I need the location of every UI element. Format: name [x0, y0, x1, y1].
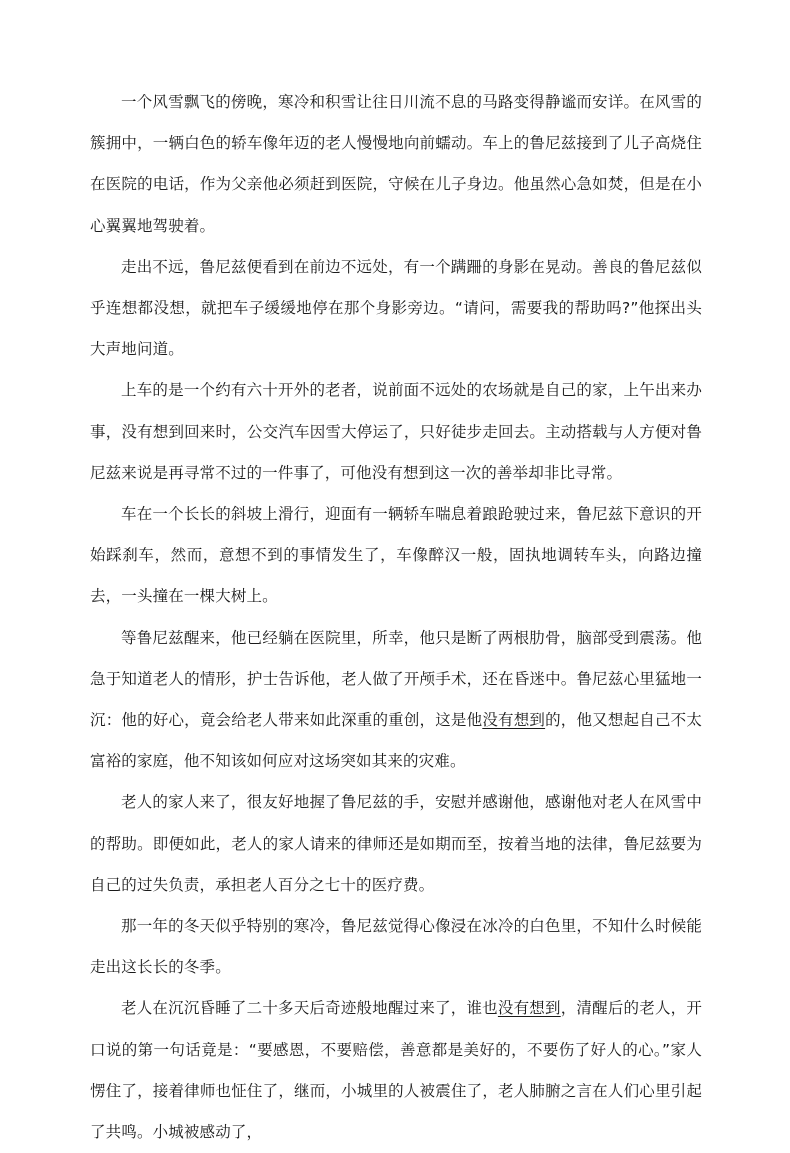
text-segment: 上车的是一个约有六十开外的老者，说前面不远处的农场就是自己的家，上午出来办事，没有想到回来时，公交汽车因雪大停运了，只好徒步走回去。主动搭载与人方便对鲁尼兹来说是再寻常不过的一件事了，可他没有想到这一次的善举却非比寻常。	[90, 381, 702, 482]
text-segment: 等鲁尼兹醒来，他已经躺在医院里，所幸，他只是断了两根肋骨，脑部受到震荡。他急于知道老人的情形，护士告诉他，老人做了开颅手术，还在昏迷中。鲁尼兹心里猛地一沉：他的好心，竟会给老人带来如此深重的重创，这是他	[90, 628, 702, 730]
text-segment: 老人的家人来了，很友好地握了鲁尼兹的手，安慰并感谢他，感谢他对老人在风雪中的帮助。即便如此，老人的家人请来的律师还是如期而至，按着当地的法律，鲁尼兹要为自己的过失负责，承担老人百分之七十的医疗费。	[90, 793, 702, 894]
underlined-phrase: 没有想到	[482, 711, 546, 730]
paragraph-8	[90, 988, 702, 1153]
text-segment: 的，他又想起自己不太富裕的家庭，他不知该如何应对这场突如其来的灾难。	[90, 711, 702, 771]
text-segment: 老人在沉沉昏睡了二十多天后奇迹般地醒过来了，谁也	[121, 999, 498, 1018]
text-segment: ，清醒后的老人，开口说的第一句话竟是：“要感恩，不要赔偿，善意都是美好的，不要伤了好人的心。”家人愣住了，接着律师也怔住了，继而，小城里的人被震住了，老人肺腑之言在人们心里引起了共鸣。小城被感动了，	[90, 999, 702, 1142]
text-segment: 那一年的冬天似乎特别的寒冷，鲁尼兹觉得心像浸在冰冷的白色里，不知什么时候能走出这长长的冬季。	[90, 917, 702, 977]
paragraph-7	[90, 906, 702, 988]
paragraph-4	[90, 494, 702, 618]
underlined-phrase: 没有想到	[497, 999, 561, 1018]
text-segment: 一个风雪飘飞的傍晚，寒冷和积雪让往日川流不息的马路变得静谧而安详。在风雪的簇拥中，一辆白色的轿车像年迈的老人慢慢地向前蠕动。车上的鲁尼兹接到了儿子高烧住在医院的电话，作为父亲他必须赶到医院，守候在儿子身边。他虽然心急如焚，但是在小心翼翼地驾驶着。	[90, 93, 702, 235]
document-page	[90, 82, 702, 1153]
text-segment: 车在一个长长的斜坡上滑行，迎面有一辆轿车喘息着踉跄驶过来，鲁尼兹下意识的开始踩刹车，然而，意想不到的事情发生了，车像醉汉一般，固执地调转车头，向路边撞去，一头撞在一棵大树上。	[90, 505, 702, 606]
paragraph-3	[90, 370, 702, 494]
text-segment: 走出不远，鲁尼兹便看到在前边不远处，有一个蹒跚的身影在晃动。善良的鲁尼兹似乎连想都没想，就把车子缓缓地停在那个身影旁边。“请问，需要我的帮助吗?”他探出头大声地问道。	[90, 257, 702, 359]
paragraph-1	[90, 82, 702, 247]
paragraph-2	[90, 247, 702, 371]
paragraph-5	[90, 618, 702, 783]
paragraph-6	[90, 782, 702, 906]
